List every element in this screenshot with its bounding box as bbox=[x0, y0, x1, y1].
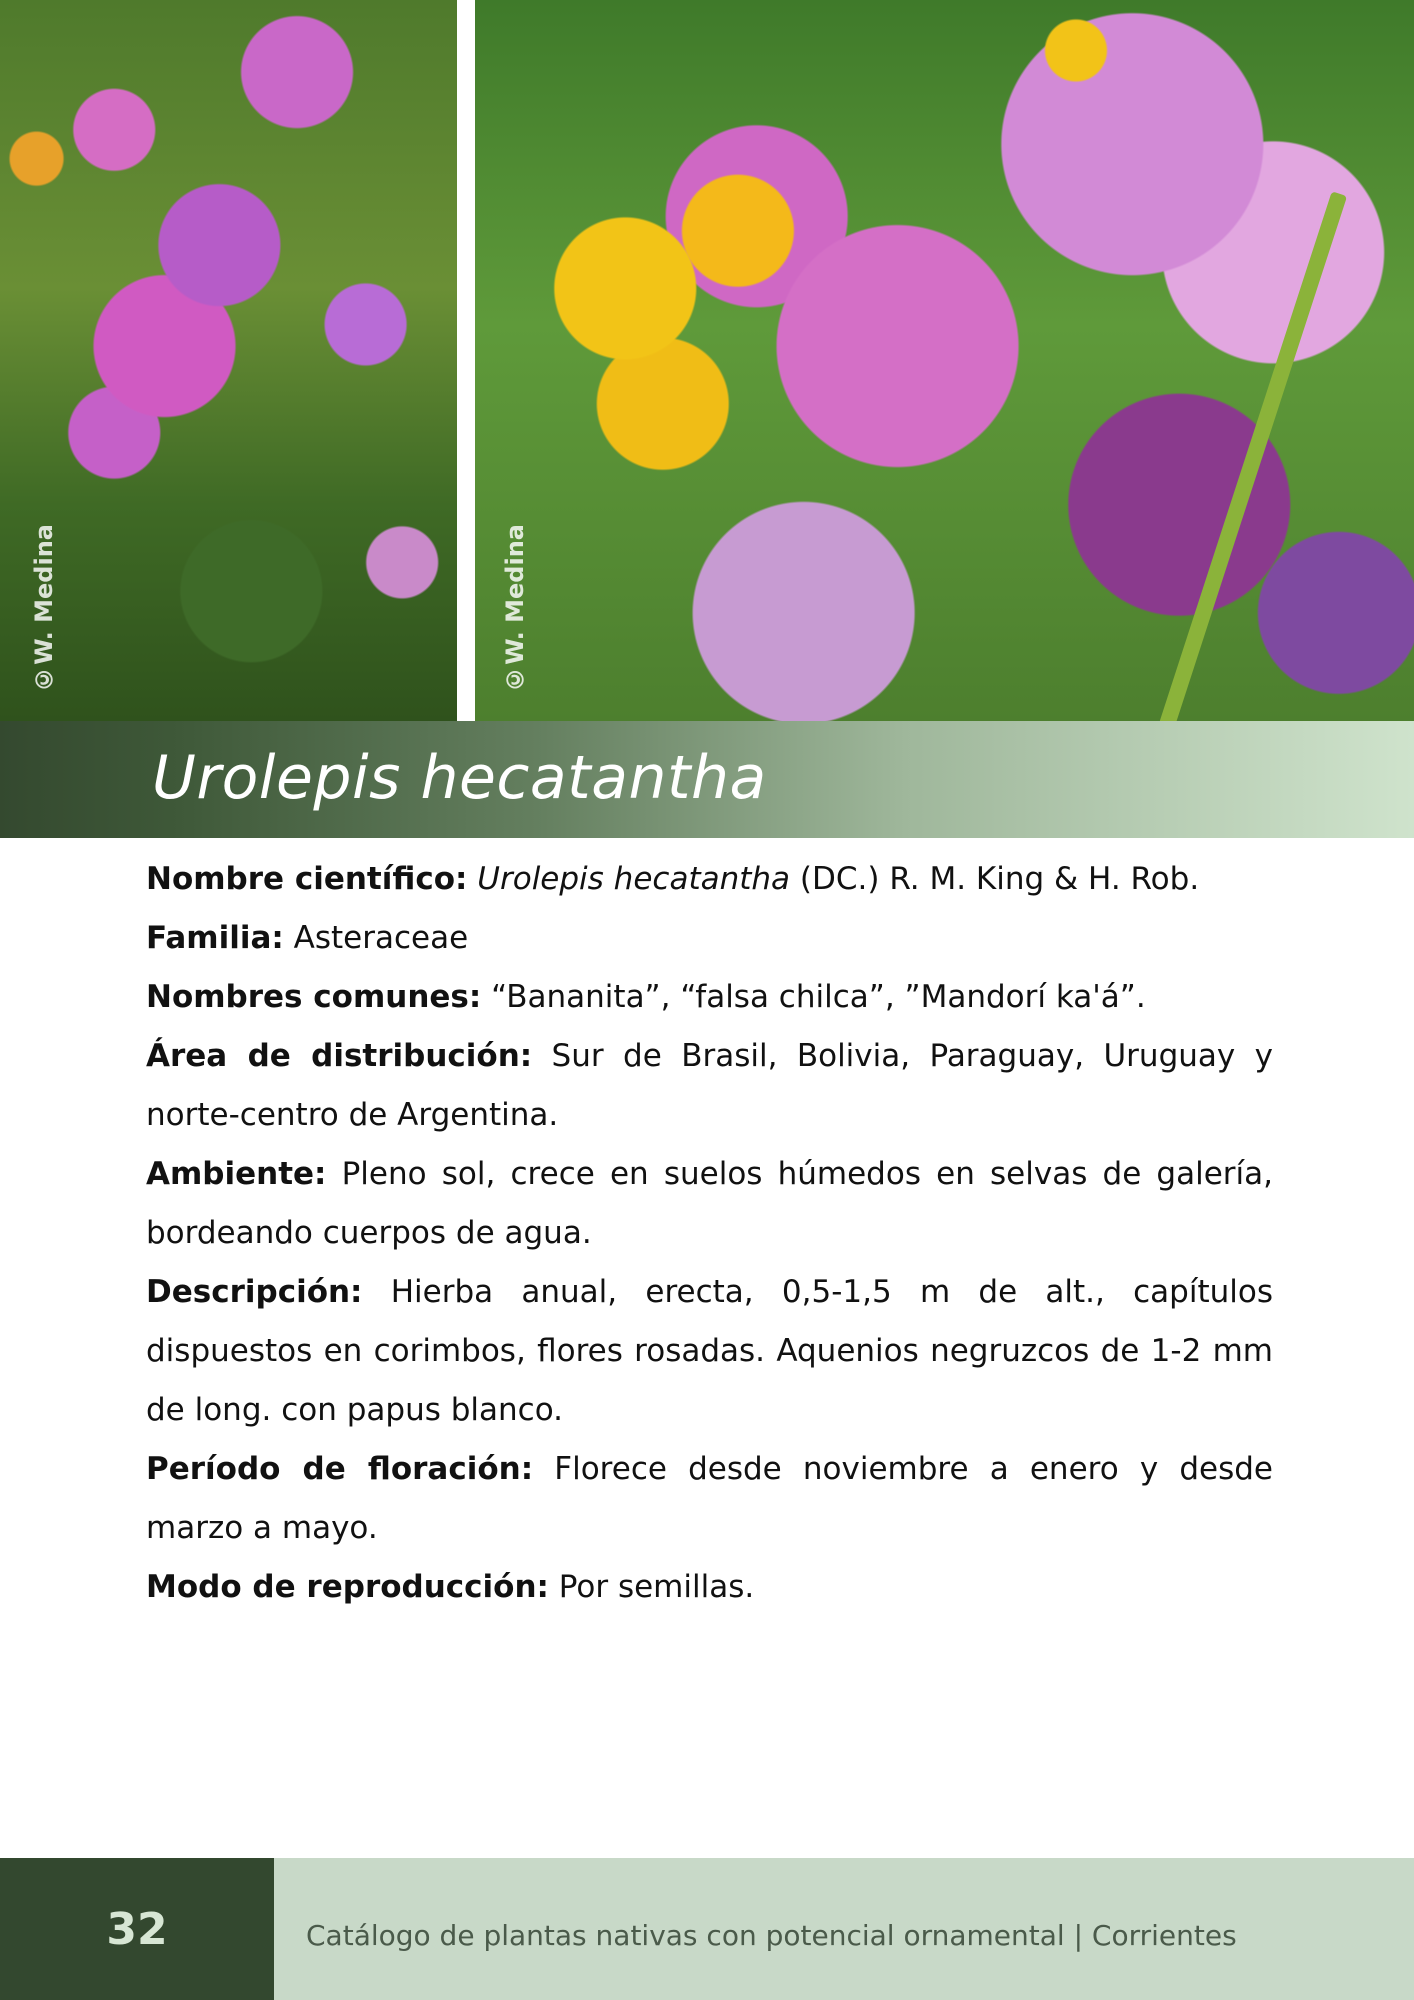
grass-stem bbox=[1159, 191, 1347, 721]
common-names-label: Nombres comunes: bbox=[146, 979, 482, 1015]
plant-photo-right bbox=[475, 0, 1414, 721]
reproduction-row bbox=[146, 1558, 1273, 1617]
flowering-label: Período de floración: bbox=[146, 1451, 534, 1487]
photo-divider bbox=[457, 0, 475, 721]
distribution-label: Área de distribución: bbox=[146, 1038, 533, 1074]
reproduction-label: Modo de reproducción: bbox=[146, 1569, 549, 1605]
environment-value: Pleno sol, crece en suelos húmedos en selvas de galería, bordeando cuerpos de agua. bbox=[146, 1156, 1273, 1251]
catalog-title: Catálogo de plantas nativas con potencial ornamental | Corrientes bbox=[306, 1918, 1237, 1952]
page-number: 32 bbox=[106, 1903, 168, 1955]
flowering-value: Florece desde noviembre a enero y desde marzo a mayo. bbox=[146, 1451, 1273, 1546]
family-row bbox=[146, 909, 1273, 968]
environment-label: Ambiente: bbox=[146, 1156, 327, 1192]
distribution-value: Sur de Brasil, Bolivia, Paraguay, Uruguay y norte-centro de Argentina. bbox=[146, 1038, 1273, 1133]
scientific-name-label: Nombre científico: bbox=[146, 861, 468, 897]
family-value: Asteraceae bbox=[283, 920, 469, 956]
scientific-name-value: Urolepis hecatantha bbox=[477, 861, 791, 897]
title-band bbox=[0, 721, 1414, 838]
reproduction-value: Por semillas. bbox=[548, 1569, 755, 1605]
common-names-value: “Bananita”, “falsa chilca”, ”Mandorí ka'á”. bbox=[481, 979, 1146, 1015]
page-footer bbox=[0, 1858, 1414, 2000]
page-number-box bbox=[0, 1858, 274, 2000]
photo-credit-right: ©W. Medina bbox=[501, 524, 529, 693]
environment-row bbox=[146, 1145, 1273, 1263]
plant-photo-left bbox=[0, 0, 457, 721]
scientific-name-author: (DC.) R. M. King & H. Rob. bbox=[790, 861, 1200, 897]
photo-credit-left: ©W. Medina bbox=[30, 524, 58, 693]
common-names-row bbox=[146, 968, 1273, 1027]
photo-strip bbox=[0, 0, 1414, 721]
description-row bbox=[146, 1263, 1273, 1440]
description-value: Hierba anual, erecta, 0,5-1,5 m de alt., capítulos dispuestos en corimbos, flores rosadas. Aquenios negruzcos de 1-2 mm de long. con papus blanco. bbox=[146, 1274, 1273, 1428]
flowering-row bbox=[146, 1440, 1273, 1558]
species-title: Urolepis hecatantha bbox=[152, 743, 767, 813]
family-label: Familia: bbox=[146, 920, 284, 956]
species-info bbox=[146, 850, 1273, 1617]
distribution-row bbox=[146, 1027, 1273, 1145]
description-label: Descripción: bbox=[146, 1274, 363, 1310]
scientific-name-row bbox=[146, 850, 1273, 909]
